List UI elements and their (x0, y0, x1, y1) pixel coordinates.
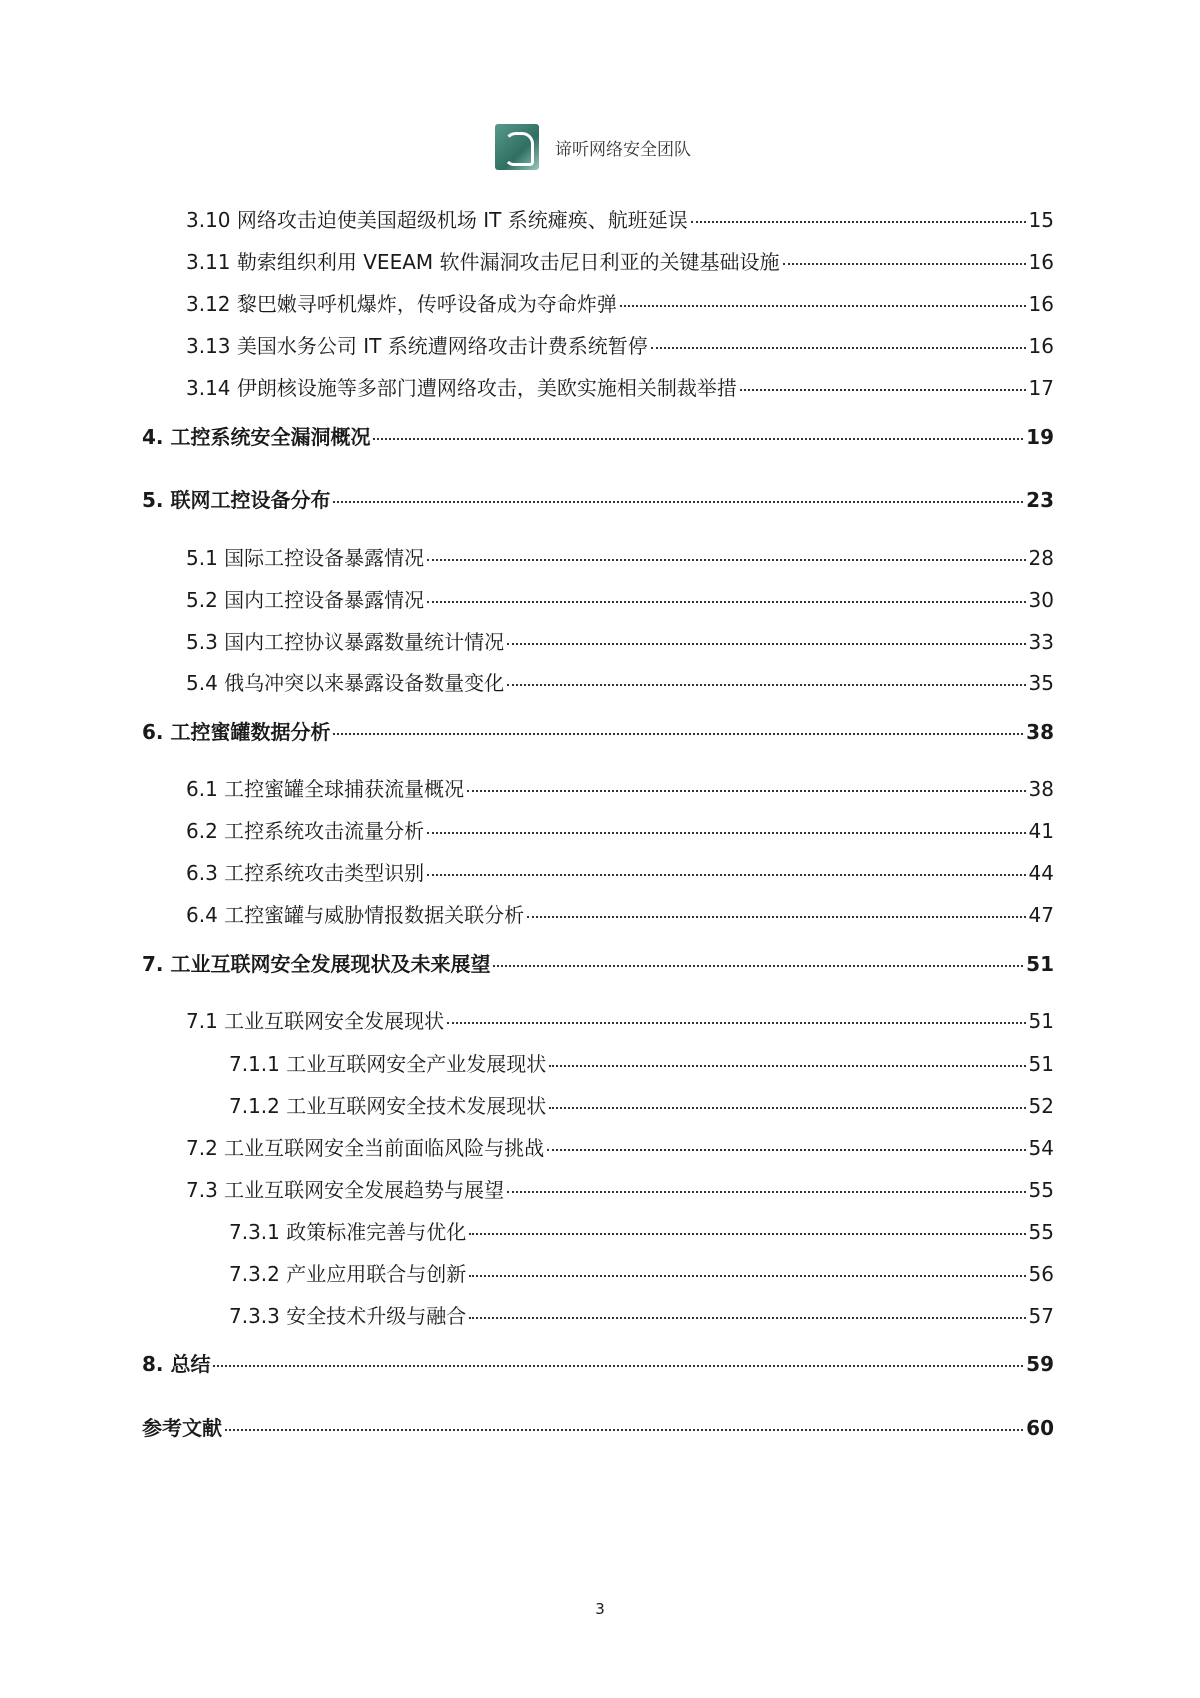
toc-entry[interactable] (186, 204, 1054, 233)
toc-page: 44 (1028, 861, 1054, 885)
toc-entry[interactable] (142, 948, 1054, 977)
toc-label: 6.3 工控系统攻击类型识别 (186, 861, 425, 885)
toc-page: 59 (1026, 1352, 1054, 1376)
toc-page: 38 (1026, 720, 1054, 744)
toc-page: 57 (1028, 1304, 1054, 1328)
leader-dots (469, 1275, 1025, 1277)
toc-page: 35 (1028, 671, 1054, 695)
leader-dots (507, 684, 1025, 686)
leader-dots (333, 733, 1023, 735)
toc-label: 6. 工控蜜罐数据分析 (142, 720, 331, 744)
page-number: 3 (595, 1600, 605, 1618)
leader-dots (740, 389, 1026, 391)
toc-page: 56 (1028, 1262, 1054, 1286)
toc-label: 3.11 勒索组织利用 VEEAM 软件漏洞攻击尼日利亚的关键基础设施 (186, 250, 780, 274)
toc-entry[interactable] (186, 1132, 1054, 1161)
leader-dots (447, 1022, 1025, 1024)
toc-entry[interactable] (186, 899, 1054, 928)
toc-entry[interactable] (186, 584, 1054, 613)
toc-label: 6.2 工控系统攻击流量分析 (186, 819, 425, 843)
toc-entry[interactable] (229, 1300, 1054, 1329)
team-logo (495, 124, 539, 170)
toc-label: 3.12 黎巴嫩寻呼机爆炸，传呼设备成为夺命炸弹 (186, 292, 617, 316)
toc-entry[interactable] (186, 857, 1054, 886)
toc-page: 55 (1028, 1220, 1054, 1244)
toc-label: 3.14 伊朗核设施等多部门遭网络攻击，美欧实施相关制裁举措 (186, 376, 737, 400)
toc-entry[interactable] (229, 1258, 1054, 1287)
toc-page: 41 (1028, 819, 1054, 843)
leader-dots (691, 221, 1026, 223)
toc-entry[interactable] (186, 1174, 1054, 1203)
toc-entry[interactable] (186, 288, 1054, 317)
page-header (495, 124, 691, 170)
toc-page: 16 (1028, 334, 1054, 358)
leader-dots (507, 643, 1025, 645)
toc-label: 7.3.3 安全技术升级与融合 (229, 1304, 467, 1328)
toc-label: 7.2 工业互联网安全当前面临风险与挑战 (186, 1136, 545, 1160)
toc-page: 38 (1028, 777, 1054, 801)
toc-label: 5.4 俄乌冲突以来暴露设备数量变化 (186, 671, 505, 695)
leader-dots (333, 501, 1023, 503)
toc-label: 3.10 网络攻击迫使美国超级机场 IT 系统瘫痪、航班延误 (186, 208, 688, 232)
toc-entry[interactable] (229, 1048, 1054, 1077)
toc-entry[interactable] (142, 716, 1054, 745)
toc-entry[interactable] (186, 542, 1054, 571)
toc-label: 6.1 工控蜜罐全球捕获流量概况 (186, 777, 465, 801)
leader-dots (783, 263, 1026, 265)
toc-entry[interactable] (186, 372, 1054, 401)
toc-label: 3.13 美国水务公司 IT 系统遭网络攻击计费系统暂停 (186, 334, 648, 358)
toc-entry[interactable] (186, 815, 1054, 844)
toc-page: 30 (1028, 588, 1054, 612)
toc-entry[interactable] (186, 626, 1054, 655)
leader-dots (225, 1429, 1023, 1431)
toc-page: 54 (1028, 1136, 1054, 1160)
leader-dots (213, 1365, 1023, 1367)
header-title: 谛听网络安全团队 (555, 139, 691, 160)
leader-dots (651, 347, 1026, 349)
toc-page: 51 (1028, 1052, 1054, 1076)
toc-label: 8. 总结 (142, 1352, 211, 1376)
leader-dots (373, 438, 1023, 440)
toc-label: 7.1.1 工业互联网安全产业发展现状 (229, 1052, 547, 1076)
toc-entry[interactable] (229, 1216, 1054, 1245)
leader-dots (493, 965, 1023, 967)
toc-entry[interactable] (142, 1348, 1054, 1377)
toc-page: 16 (1028, 292, 1054, 316)
toc-page: 15 (1028, 208, 1054, 232)
toc-page: 16 (1028, 250, 1054, 274)
toc-entry[interactable] (229, 1090, 1054, 1119)
toc-page: 19 (1026, 425, 1054, 449)
leader-dots (427, 874, 1025, 876)
toc-page: 28 (1028, 546, 1054, 570)
leader-dots (527, 916, 1025, 918)
toc-label: 5.2 国内工控设备暴露情况 (186, 588, 425, 612)
toc-entry[interactable] (186, 330, 1054, 359)
leader-dots (549, 1065, 1025, 1067)
toc-entry[interactable] (186, 667, 1054, 696)
toc-label: 4. 工控系统安全漏洞概况 (142, 425, 371, 449)
toc-label: 5.1 国际工控设备暴露情况 (186, 546, 425, 570)
toc-label: 5. 联网工控设备分布 (142, 488, 331, 512)
toc-page: 52 (1028, 1094, 1054, 1118)
toc-page: 51 (1028, 1009, 1054, 1033)
toc-label: 7.1 工业互联网安全发展现状 (186, 1009, 445, 1033)
toc-label: 5.3 国内工控协议暴露数量统计情况 (186, 630, 505, 654)
leader-dots (467, 790, 1025, 792)
leader-dots (507, 1191, 1025, 1193)
toc-page: 55 (1028, 1178, 1054, 1202)
leader-dots (427, 559, 1025, 561)
toc-label: 7.3 工业互联网安全发展趋势与展望 (186, 1178, 505, 1202)
toc-entry[interactable] (186, 246, 1054, 275)
toc-entry[interactable] (186, 773, 1054, 802)
toc-label: 7.3.1 政策标准完善与优化 (229, 1220, 467, 1244)
leader-dots (469, 1233, 1025, 1235)
toc-page: 23 (1026, 488, 1054, 512)
toc-label: 6.4 工控蜜罐与威胁情报数据关联分析 (186, 903, 525, 927)
toc-page: 17 (1028, 376, 1054, 400)
toc-label: 参考文献 (142, 1416, 222, 1440)
leader-dots (549, 1107, 1025, 1109)
leader-dots (620, 305, 1026, 307)
leader-dots (427, 832, 1025, 834)
toc-entry[interactable] (142, 484, 1054, 513)
toc-label: 7.3.2 产业应用联合与创新 (229, 1262, 467, 1286)
leader-dots (427, 601, 1025, 603)
toc-page: 51 (1026, 952, 1054, 976)
toc-label: 7.1.2 工业互联网安全技术发展现状 (229, 1094, 547, 1118)
toc-entry[interactable] (142, 421, 1054, 450)
toc-page: 47 (1028, 903, 1054, 927)
leader-dots (547, 1149, 1025, 1151)
toc-page: 60 (1026, 1416, 1054, 1440)
toc-page: 33 (1028, 630, 1054, 654)
toc-label: 7. 工业互联网安全发展现状及未来展望 (142, 952, 491, 976)
toc-entry[interactable] (186, 1005, 1054, 1034)
leader-dots (469, 1317, 1025, 1319)
toc-entry[interactable] (142, 1412, 1054, 1441)
